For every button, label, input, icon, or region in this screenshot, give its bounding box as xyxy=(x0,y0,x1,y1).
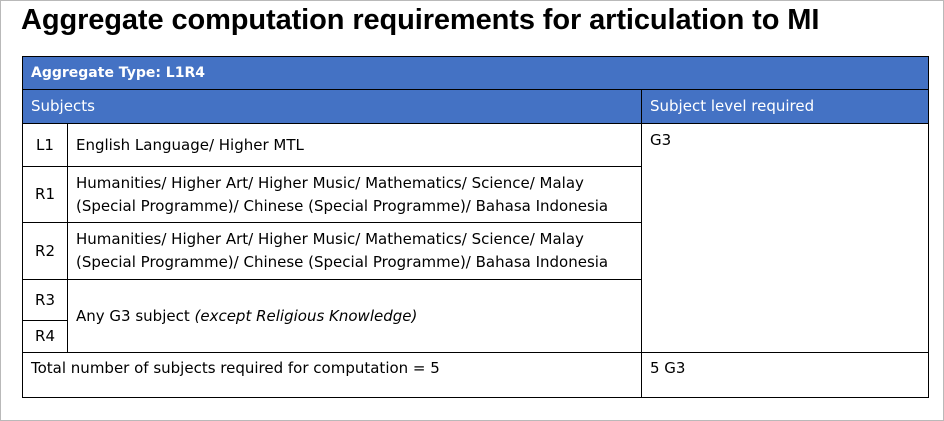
level-header: Subject level required xyxy=(642,90,929,124)
level-required-value: G3 xyxy=(642,124,929,353)
subject-exception-note: (except Religious Knowledge) xyxy=(194,306,418,325)
subject-code: R3 xyxy=(23,280,68,321)
subject-list: English Language/ Higher MTL xyxy=(68,124,642,167)
subject-list: Humanities/ Higher Art/ Higher Music/ Mathematics/ Science/ Malay (Special Programme)/ Chinese (Special Programme)/ Bahasa Indonesia xyxy=(68,167,642,223)
subject-text: Any G3 subject xyxy=(76,306,195,325)
aggregate-type-label: Aggregate Type: L1R4 xyxy=(23,57,929,90)
subject-code: L1 xyxy=(23,124,68,167)
subject-code: R2 xyxy=(23,223,68,280)
subject-code: R4 xyxy=(23,321,68,353)
aggregate-type-row xyxy=(23,57,929,90)
total-row xyxy=(23,353,929,398)
total-label: Total number of subjects required for computation = 5 xyxy=(23,353,642,398)
subject-list xyxy=(68,280,642,353)
page-title: Aggregate computation requirements for articulation to MI xyxy=(21,4,820,36)
subject-list: Humanities/ Higher Art/ Higher Music/ Mathematics/ Science/ Malay (Special Programme)/ Chinese (Special Programme)/ Bahasa Indonesia xyxy=(68,223,642,280)
subject-code: R1 xyxy=(23,167,68,223)
total-level-value: 5 G3 xyxy=(642,353,929,398)
requirements-table xyxy=(22,56,929,398)
subjects-header: Subjects xyxy=(23,90,642,124)
table-row xyxy=(23,124,929,167)
table-header-row xyxy=(23,90,929,124)
